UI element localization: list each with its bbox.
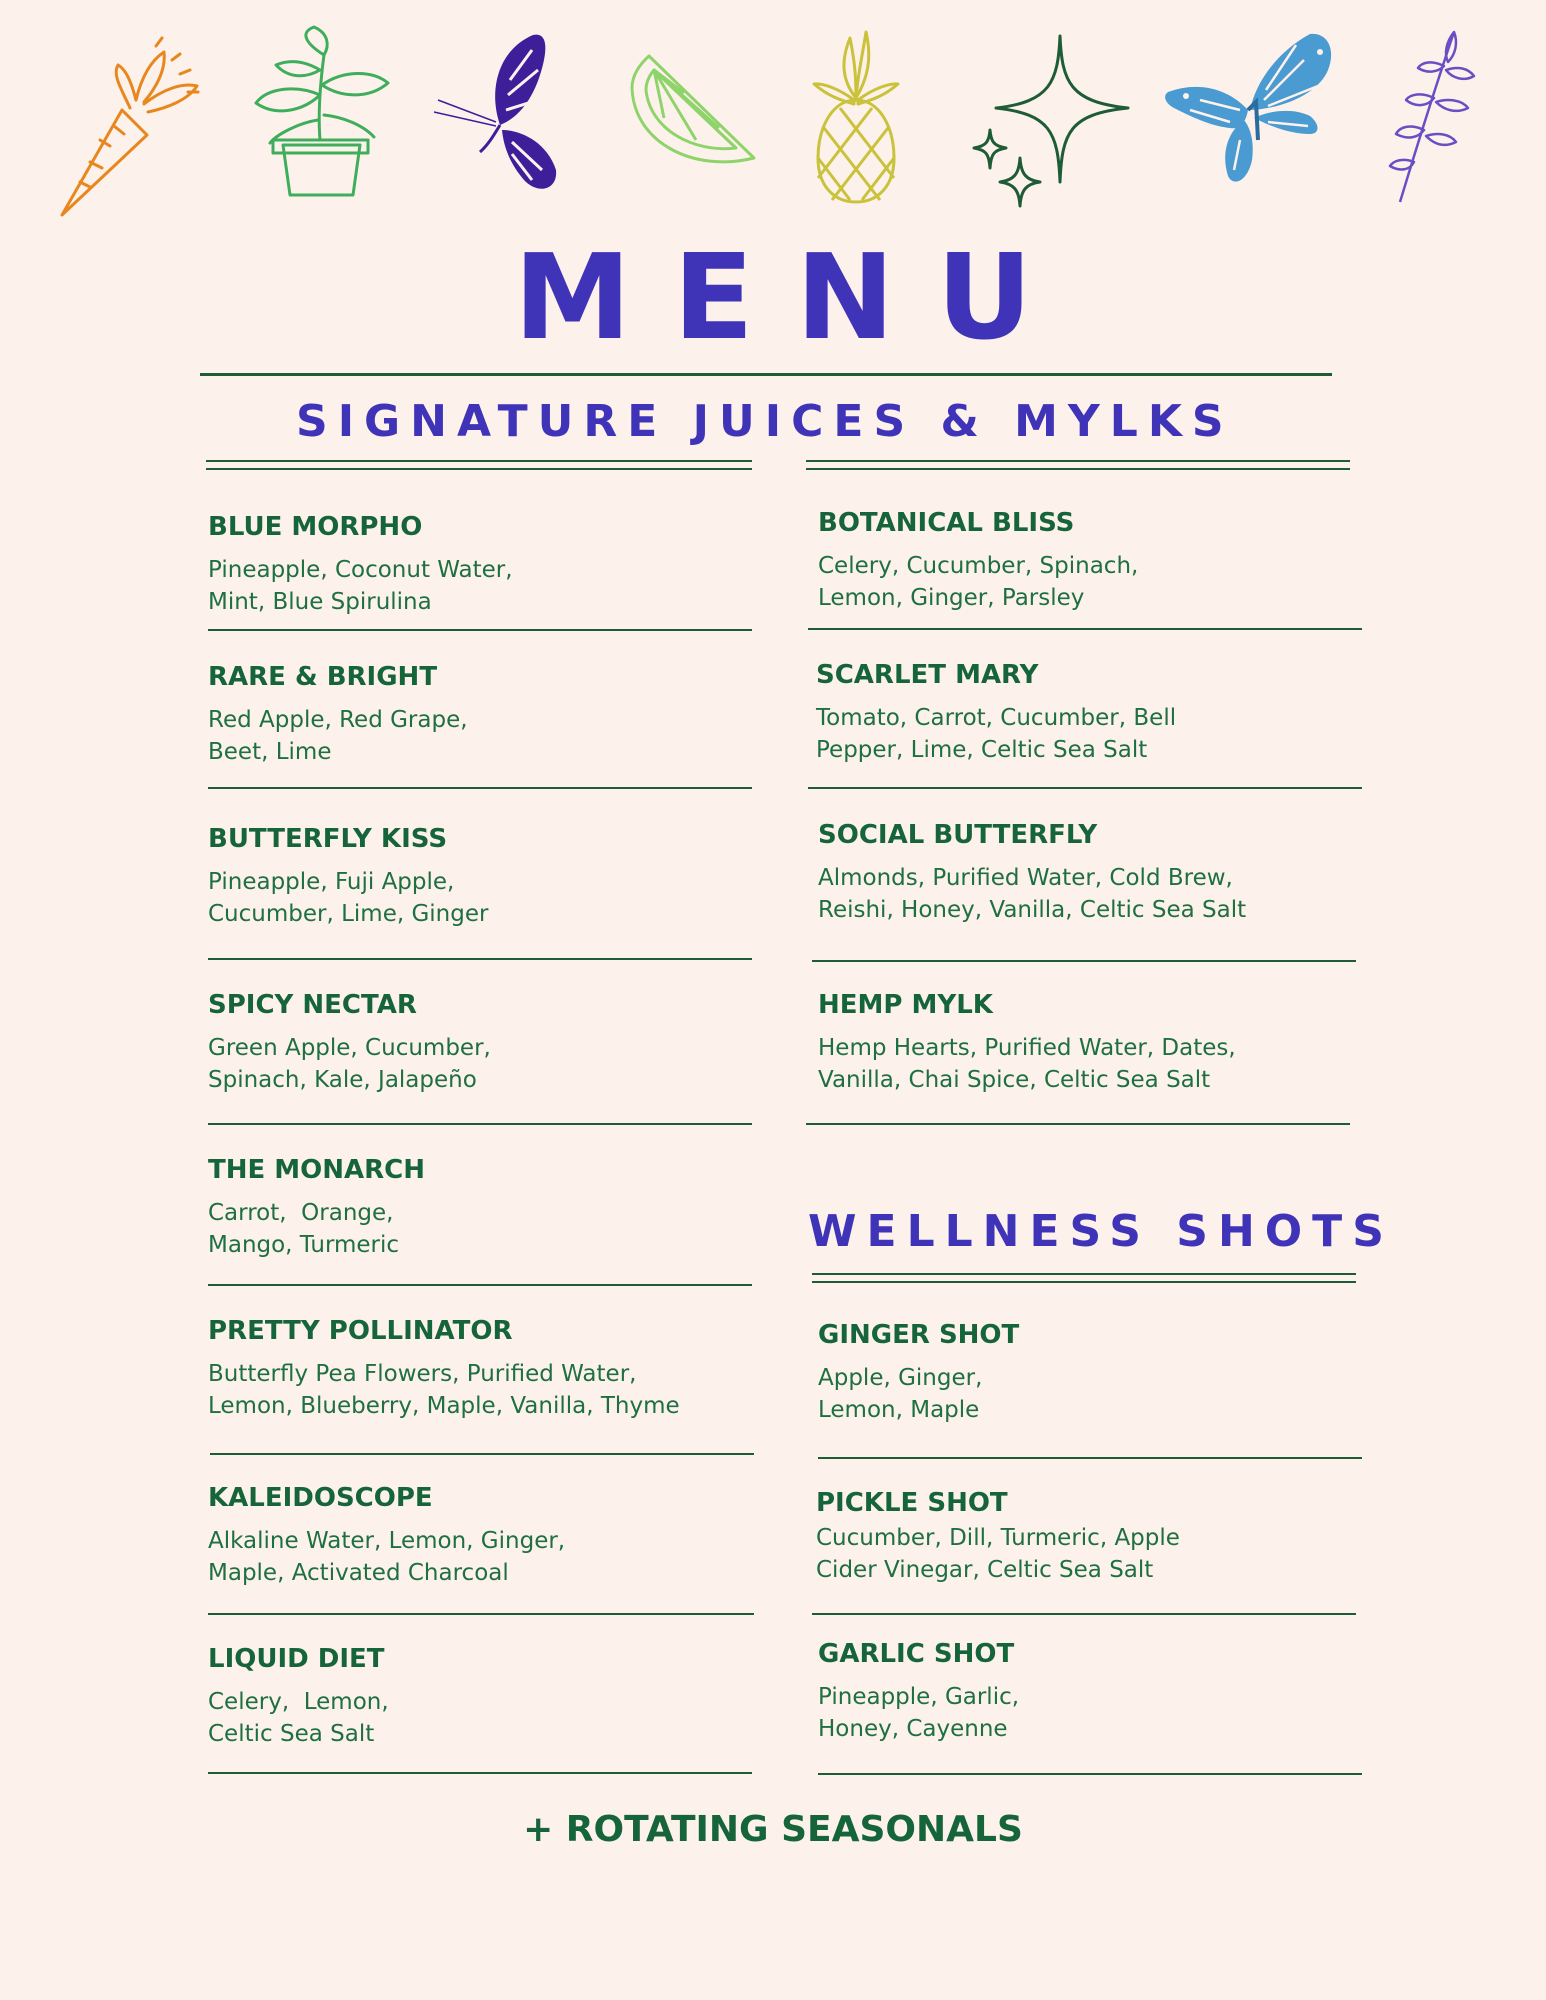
item-name: SOCIAL BUTTERFLY [818, 820, 1098, 850]
blue-butterfly-icon [1160, 30, 1338, 190]
item-divider [818, 1457, 1362, 1459]
menu-item-pretty-pollinator [208, 1318, 708, 1422]
menu-item-liquid-diet [208, 1646, 428, 1750]
menu-item-butterfly-kiss [208, 826, 538, 930]
signature-left-divider [206, 460, 752, 470]
item-divider [208, 958, 752, 960]
item-divider [208, 787, 752, 789]
rotating-seasonals-note: + ROTATING SEASONALS [523, 1809, 1023, 1850]
item-name: KALEIDOSCOPE [208, 1483, 433, 1513]
menu-item-blue-morpho [208, 514, 568, 618]
item-name: SPICY NECTAR [208, 990, 417, 1020]
menu-item-botanical-bliss [818, 510, 1168, 614]
item-description: Tomato, Carrot, Cucumber, Bell Pepper, Lime, Celtic Sea Salt [816, 705, 1177, 763]
item-name: GINGER SHOT [818, 1320, 1020, 1350]
item-description: Pineapple, Garlic, Honey, Cayenne [818, 1684, 1020, 1742]
item-divider [208, 1123, 752, 1125]
item-name: PICKLE SHOT [816, 1488, 1008, 1518]
item-description: Red Apple, Red Grape, Beet, Lime [208, 707, 468, 765]
item-description: Cucumber, Dill, Turmeric, Apple Cider Vinegar, Celtic Sea Salt [816, 1525, 1180, 1583]
item-divider [812, 960, 1356, 962]
signature-right-divider [806, 460, 1350, 470]
menu-title: MENU [513, 228, 1075, 366]
carrot-icon [52, 30, 202, 220]
item-divider [818, 1773, 1362, 1775]
item-description: Pineapple, Coconut Water, Mint, Blue Spirulina [208, 557, 513, 615]
item-description: Alkaline Water, Lemon, Ginger, Maple, Activated Charcoal [208, 1528, 566, 1586]
item-description: Pineapple, Fuji Apple, Cucumber, Lime, Ginger [208, 869, 489, 927]
item-name: HEMP MYLK [818, 990, 993, 1020]
item-description: Apple, Ginger, Lemon, Maple [818, 1365, 983, 1423]
item-divider [808, 787, 1362, 789]
title-divider [200, 373, 1332, 376]
item-divider [208, 1284, 752, 1286]
item-name: BOTANICAL BLISS [818, 508, 1075, 538]
item-description: Green Apple, Cucumber, Spinach, Kale, Jalapeño [208, 1035, 491, 1093]
item-divider [806, 1123, 1350, 1125]
wellness-heading: WELLNESS SHOTS [808, 1206, 1394, 1257]
menu-item-garlic-shot [818, 1641, 1038, 1745]
item-name: GARLIC SHOT [818, 1639, 1015, 1669]
menu-item-rare-bright [208, 664, 498, 768]
menu-item-ginger-shot [818, 1322, 1019, 1426]
menu-item-hemp-mylk [818, 992, 1248, 1096]
signature-heading: SIGNATURE JUICES & MYLKS [296, 396, 1234, 447]
sparkles-icon [970, 32, 1130, 208]
menu-item-kaleidoscope [208, 1485, 578, 1589]
pineapple-icon [810, 28, 902, 206]
item-name: BLUE MORPHO [208, 512, 423, 542]
item-divider [210, 1453, 754, 1455]
item-name: RARE & BRIGHT [208, 662, 438, 692]
item-description: Butterfly Pea Flowers, Purified Water, Lemon, Blueberry, Maple, Vanilla, Thyme [208, 1361, 680, 1419]
item-description: Celery, Lemon, Celtic Sea Salt [208, 1689, 396, 1747]
item-description: Carrot, Orange, Mango, Turmeric [208, 1200, 401, 1258]
menu-item-pickle-shot [816, 1490, 1196, 1586]
item-divider [808, 628, 1362, 630]
menu-item-social-butterfly [818, 822, 1258, 926]
menu-item-spicy-nectar [208, 992, 538, 1096]
menu-item-scarlet-mary [816, 662, 1196, 766]
item-divider [208, 1772, 752, 1774]
item-name: BUTTERFLY KISS [208, 824, 448, 854]
leaf-sprig-icon [1384, 26, 1484, 206]
item-description: Celery, Cucumber, Spinach, Lemon, Ginger, Parsley [818, 553, 1139, 611]
item-divider [208, 629, 752, 631]
item-divider [208, 1613, 754, 1615]
item-divider [812, 1613, 1356, 1615]
potted-plant-icon [228, 25, 400, 205]
item-name: SCARLET MARY [816, 660, 1039, 690]
purple-butterfly-icon [428, 30, 578, 200]
item-name: LIQUID DIET [208, 1644, 385, 1674]
menu-item-the-monarch [208, 1157, 448, 1261]
lime-slice-icon [624, 48, 766, 170]
item-description: Almonds, Purified Water, Cold Brew, Reishi, Honey, Vanilla, Celtic Sea Salt [818, 865, 1247, 923]
wellness-divider [812, 1273, 1356, 1283]
item-description: Hemp Hearts, Purified Water, Dates, Vanilla, Chai Spice, Celtic Sea Salt [818, 1035, 1236, 1093]
item-name: PRETTY POLLINATOR [208, 1316, 513, 1346]
item-name: THE MONARCH [208, 1155, 426, 1185]
